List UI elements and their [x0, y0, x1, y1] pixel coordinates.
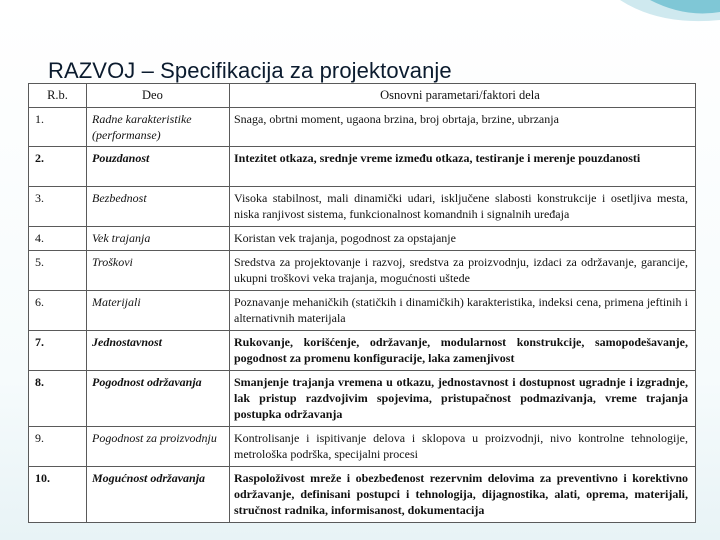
row-number: 2.	[29, 147, 87, 187]
row-part: Radne karakteristike (performanse)	[87, 108, 230, 147]
table-row	[29, 331, 696, 371]
header-rb: R.b.	[29, 84, 87, 108]
row-number: 3.	[29, 187, 87, 227]
table-row	[29, 251, 696, 291]
row-number: 1.	[29, 108, 87, 147]
row-parameters: Raspoloživost mreže i obezbeđenost rezervnim delovima za preventivno i korektivno održavanje, definisani postupci i tehnologija, dijagnostika, alati, oprema, materijali, stručnost radnika, informisanost, dokumentacija	[230, 467, 696, 523]
row-parameters: Koristan vek trajanja, pogodnost za opstajanje	[230, 227, 696, 251]
row-parameters: Smanjenje trajanja vremena u otkazu, jednostavnost i dostupnost ugradnje i izgradnje, lak pristup razdvojivim spojevima, pristupačnost podmazivanja, vreme trajanja postupka održavanja	[230, 371, 696, 427]
table-row	[29, 108, 696, 147]
row-number: 7.	[29, 331, 87, 371]
row-number: 4.	[29, 227, 87, 251]
row-parameters: Intezitet otkaza, srednje vreme između otkaza, testiranje i merenje pouzdanosti	[230, 147, 696, 187]
table-row	[29, 467, 696, 523]
row-parameters: Sredstva za projektovanje i razvoj, sredstva za proizvodnju, izdaci za održavanje, garancije, ukupni troškovi veka trajanja, mogućnosti uštede	[230, 251, 696, 291]
corner-decoration	[590, 0, 720, 34]
row-part: Bezbednost	[87, 187, 230, 227]
row-parameters: Snaga, obrtni moment, ugaona brzina, broj obrtaja, brzine, ubrzanja	[230, 108, 696, 147]
row-number: 8.	[29, 371, 87, 427]
row-parameters: Poznavanje mehaničkih (statičkih i dinamičkih) karakteristika, indeksi cena, primena jeftinih i alternativnih materijala	[230, 291, 696, 331]
row-part: Mogućnost održavanja	[87, 467, 230, 523]
row-part: Pogodnost za proizvodnju	[87, 427, 230, 467]
table-row	[29, 291, 696, 331]
header-deo: Deo	[87, 84, 230, 108]
row-number: 6.	[29, 291, 87, 331]
table-row	[29, 427, 696, 467]
row-number: 10.	[29, 467, 87, 523]
specification-table	[28, 83, 696, 523]
row-number: 5.	[29, 251, 87, 291]
row-part: Troškovi	[87, 251, 230, 291]
table-row	[29, 147, 696, 187]
table-row	[29, 371, 696, 427]
row-part: Pogodnost održavanja	[87, 371, 230, 427]
row-part: Jednostavnost	[87, 331, 230, 371]
row-part: Materijali	[87, 291, 230, 331]
row-parameters: Kontrolisanje i ispitivanje delova i sklopova u proizvodnji, nivo kontrolne tehnologije, metrološka podrška, specijalni procesi	[230, 427, 696, 467]
table-row	[29, 227, 696, 251]
table-row	[29, 187, 696, 227]
row-parameters: Visoka stabilnost, mali dinamički udari, isključene slabosti konstrukcije i osetljiva mesta, niska ranjivost sistema, funkcionalnost komandnih i signalnih uređaja	[230, 187, 696, 227]
row-parameters: Rukovanje, korišćenje, održavanje, modularnost konstrukcije, samopodešavanje, pogodnost za promenu konfiguracije, laka zamenjivost	[230, 331, 696, 371]
slide-title: RAZVOJ – Specifikacija za projektovanje	[48, 58, 452, 83]
row-part: Vek trajanja	[87, 227, 230, 251]
row-part: Pouzdanost	[87, 147, 230, 187]
table-header-row	[29, 84, 696, 108]
header-parametri: Osnovni parametari/faktori dela	[230, 84, 696, 108]
row-number: 9.	[29, 427, 87, 467]
